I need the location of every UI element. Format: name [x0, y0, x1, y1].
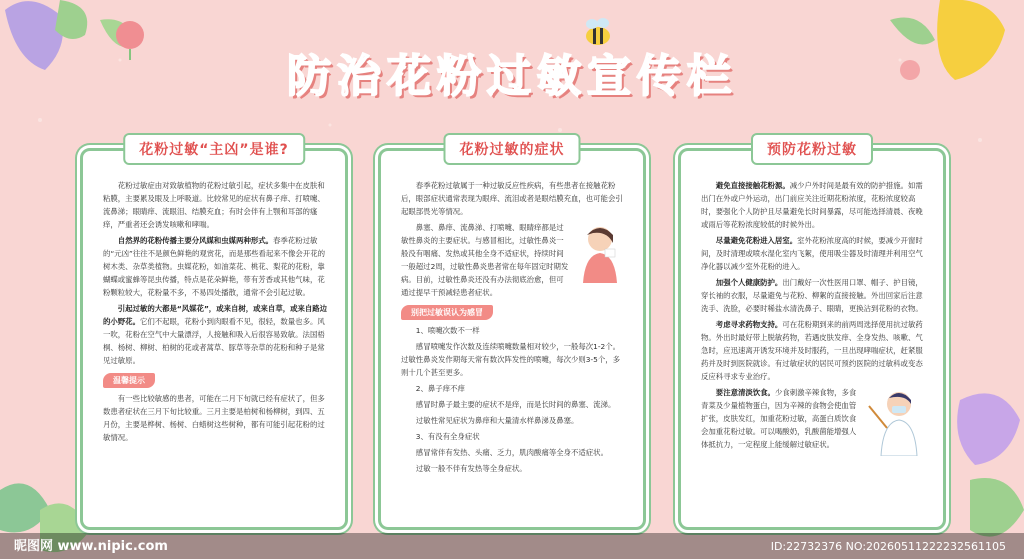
paragraph: 要注意清淡饮食。少食刺激辛辣食物，多食青菜及少量植物蛋白，因为辛辣的食物会使血管扩张，皮肤发红，加重花粉过敏，高蛋白质饮食会加重花粉过敏。可以喝酸奶，乳酸菌能增强人体抵抗力，一定程度上能缓解过敏症状。	[701, 388, 857, 449]
panel-body	[401, 179, 627, 517]
paragraph: 引起过敏的大都是“风媒花”，或来自树，或来自草，或来自路边的小野花。它们不起眼，花粉小到肉眼看不见，很轻，数量也多。风一吹，花粉在空气中大量漂浮，人接触和吸入后很容易致敏。法国梧桐、杨树、柳树、柏树的花或者蒿草、豚草等杂草的花粉和种子是常见过敏原。	[103, 304, 328, 365]
paragraph: 尽量避免花粉进入居室。室外花粉浓度高的时候，要减少开窗时间，及时清理或喷水湿化室内飞絮，使用吸尘器及时清理并利用空气净化器以减少室外花粉的进入。	[701, 236, 923, 271]
panel-body	[103, 179, 329, 517]
panel-allergy-symptoms	[378, 142, 646, 530]
paragraph: 感冒喷嚏发作次数及连续喷嚏数量相对较少，一般每次1-2个。过敏性鼻炎发作期每天常有数次阵发性的喷嚏，每次少则3-5个，多则十几个甚至更多。	[401, 342, 621, 377]
list-heading: 3、有没有全身症状	[415, 432, 480, 441]
panel-title: 花粉过敏“主凶”是谁?	[123, 133, 305, 165]
tip-tag: 温馨提示	[103, 373, 155, 388]
watermark-left: 昵图网 www.nipic.com	[14, 539, 168, 554]
paragraph: 花粉过敏症由对致敏植物的花粉过敏引起，症状多集中在皮肤和粘膜，主要累及眼及上呼吸道。比较常见的症状有鼻子痒、打喷嚏、流鼻涕；眼睛痒、流眼泪、结膜充血；有时会伴有上颚和耳部的瘙痒，严重者还会诱发咳嗽和哮喘。	[103, 181, 325, 229]
list-heading: 2、鼻子痒不痒	[415, 384, 465, 393]
paragraph: 自然界的花粉传播主要分风媒和虫媒两种形式。春季花粉过敏的“元凶”往往不是颜色鲜艳的观赏花，而是那些看起来不像会开花的树木类、杂草类植物。虫媒花粉，如油菜花、桃花、梨花的花粉，靠蝴蝶或蜜蜂等昆虫传播，特点是花朵鲜艳，带有芳香或其他气味，花粉颗粒较大，花粉量不多，不易四处播散，通常不会引起过敏。	[103, 236, 325, 297]
sneezing-woman-illustration	[573, 221, 627, 283]
watermark-right: ID:22732376 NO:20260511222232561105	[770, 540, 1006, 553]
paragraph: 有一些比较敏感的患者，可能在二月下旬就已经有症状了，但多数患者症状在三月下旬比较重。三月主要是柏树和杨柳树，到四、五月份，主要是桦树、杨树、白蜡树这些树种，都有可能引起花粉的过敏情况。	[103, 394, 325, 442]
paragraph: 春季花粉过敏属于一种过敏反应性疾病，有些患者在接触花粉后，眼部症状通常表现为眼痒、流泪或者是眼结膜充血，也可能会引起眼部畏光等情况。	[401, 181, 623, 216]
page-title: 防治花粉过敏宣传栏	[287, 51, 737, 102]
panel-allergy-culprit	[80, 142, 348, 530]
paragraph: 感冒时鼻子最主要的症状不是痒，而是长时间的鼻塞、流涕。	[415, 400, 616, 409]
panel-body	[701, 179, 927, 517]
paragraph: 过敏一般不伴有发热等全身症状。	[415, 464, 527, 473]
panel-prevention	[678, 142, 946, 530]
paragraph: 过敏性常见症状为鼻痒和大量清水样鼻涕及鼻塞。	[415, 416, 579, 425]
paragraph: 加强个人健康防护。出门戴好一次性医用口罩、帽子、护目镜，穿长袖的衣服，尽量避免与花粉、柳絮的直接接触。外出回家后注意洗手、洗脸，必要时稀盐水清洗鼻子、眼睛，更换沾到花粉的衣物。	[701, 278, 923, 313]
paragraph: 鼻塞、鼻痒、流鼻涕、打喷嚏、眼睛痒都是过敏性鼻炎的主要症状。与感冒相比，过敏性鼻炎一般没有咽痛、发热或其他全身不适症状，持续时间一般超过2周，过敏性鼻炎患者常在每年固定时期发病。目前，过敏性鼻炎还没有办法彻底治愈，但可通过提早干预减轻患者症状。	[401, 223, 569, 297]
paragraph: 感冒常伴有发热、头痛、乏力，肌肉酸痛等全身不适症状。	[415, 448, 608, 457]
tip-tag: 别把过敏误认为感冒	[401, 305, 493, 320]
paragraph: 考虑寻求药物支持。可在花粉期到来的前两周选择使用抗过敏药物。外出时最好带上脱敏药物，若遇皮肤发痒、全身发热、咳嗽、气急时，应迅速离开诱发环境并及时服药，一旦出现哮喘症状，赶紧服药并及时到医院就诊。有过敏症状的居民可预约医院的过敏科或变态反应科寻求专业治疗。	[701, 320, 923, 381]
paragraph: 避免直接接触花粉源。减少户外时间是最有效的防护措施。如需出门在外或户外运动，出门前应关注近期花粉浓度，花粉浓度较高时，要强化个人防护且尽量避免长时间暴露，尽可能选择清晨、夜晚或雨后等花粉浓度较低的时候外出。	[701, 181, 923, 229]
doctor-illustration	[865, 386, 927, 456]
panel-title: 花粉过敏的症状	[444, 133, 581, 165]
panel-title: 预防花粉过敏	[751, 133, 873, 165]
list-heading: 1、喷嚏次数不一样	[415, 326, 480, 335]
